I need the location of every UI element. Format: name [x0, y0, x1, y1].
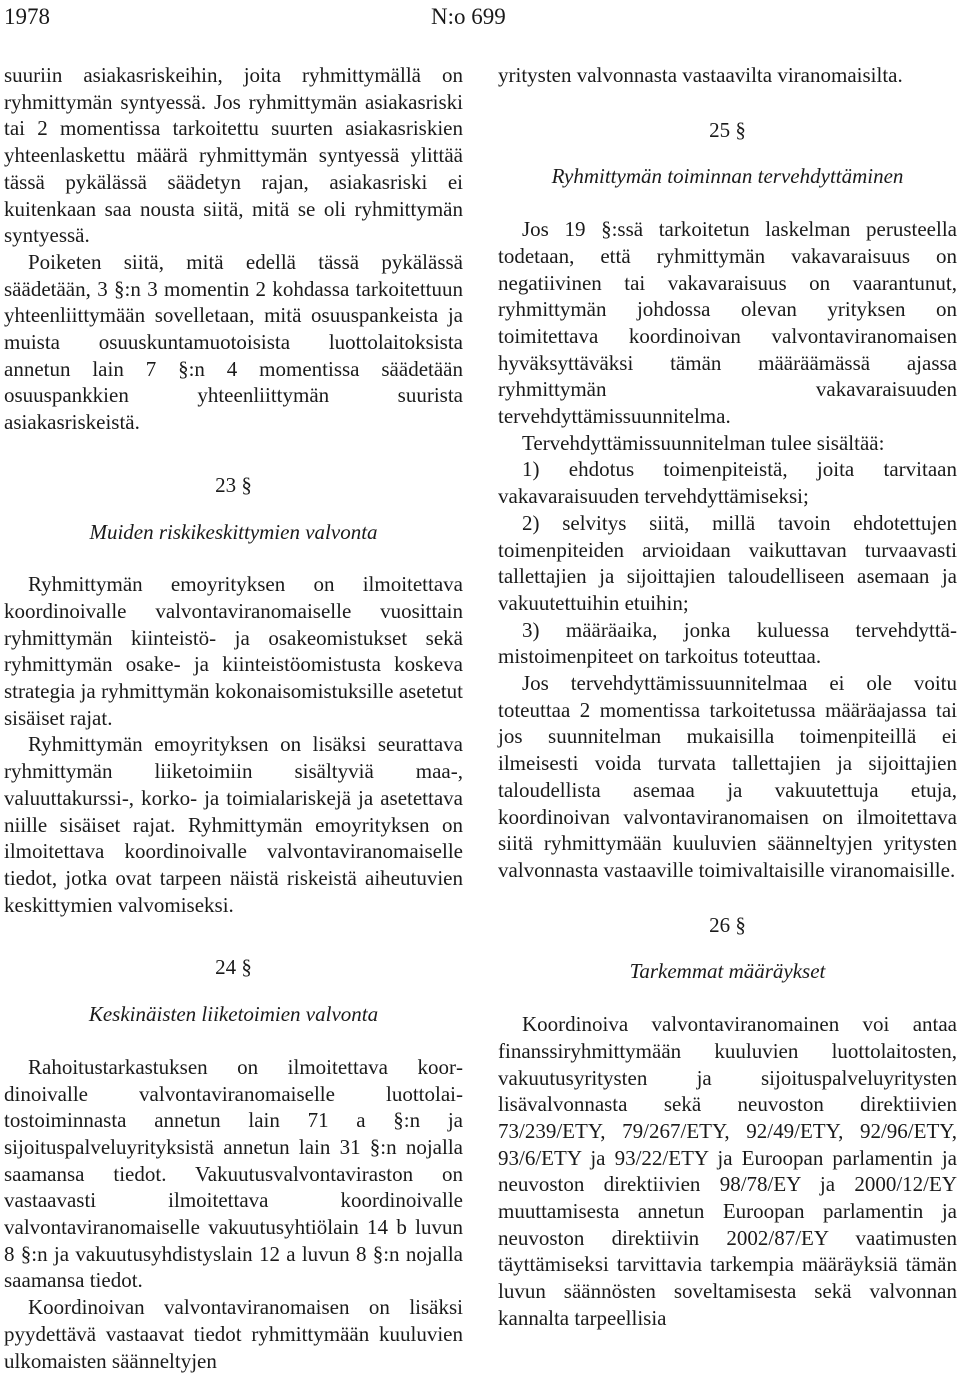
- list-item: 3) määräaika, jonka kuluessa tervehdyttämistoimenpiteet on tarkoitus toteuttaa.: [498, 617, 957, 669]
- paragraph: Ryhmittymän emoyrityksen on ilmoitettava koordinoivalle valvontaviranomaiselle vuosittain ryhmittymän kiinteistö- ja osakeomistukset sekä ryhmittymän osake- ja kiinteistöomistusta koskeva strategia ja ryhmittymän kokonaisomistuksille asetetut sisäiset rajat.: [4, 572, 463, 730]
- paragraph: suuriin asiakasriskeihin, joita ryhmittymällä on ryhmittymän syntyessä. Jos ryhmittymän asiakasriski tai 2 momentissa tarkoitettu suurten asiakasriskien yhteenlaskettu määrä ryhmittymän syntyessä ylittää tässä pykälässä säädetyn rajan, asiakasriski ei kuitenkaan saa nousta siitä, mitä se oli ryhmittymän syntyessä.: [4, 63, 463, 248]
- section-25-number: 25 §: [709, 117, 746, 142]
- section-26-number: 26 §: [709, 912, 746, 937]
- paragraph: Koordinoiva valvontaviranomainen voi antaa finanssiryhmittymään kuuluvien luottolaitosten, vakuutusyritysten ja sijoituspalveluyritysten lisävalvonnasta sekä neuvoston direktiivien 73/239/ETY, 79/267/ETY, 92/49/ETY, 92/96/ETY, 93/6/ETY ja 93/22/ETY ja Euroopan parlamentin ja neuvoston direktiivien 98/78/EY ja 2000/12/EY muuttamisesta annetun Euroopan parlamentin ja neuvoston direktiivin 2002/87/EY vaatimusten täyttämiseksi tarvittavia tarkempia määräyksiä tämän luvun säännösten soveltamisesta sekä valvonnan kannalta tarpeellisia: [498, 1012, 957, 1330]
- right-column: [498, 62, 957, 1332]
- paragraph: Tervehdyttämissuunnitelman tulee sisältää:: [522, 430, 885, 455]
- issue-number: N:o 699: [431, 4, 506, 29]
- paragraph: yritysten valvonnasta vastaavilta viranomaisilta.: [498, 63, 903, 87]
- list-item: 1) ehdotus toimenpiteistä, joita tarvitaan vakavaraisuuden tervehdyttämiseksi;: [498, 457, 957, 509]
- page-number: 1978: [4, 4, 50, 29]
- section-24-title: Keskinäisten liiketoimien valvonta: [88, 1002, 379, 1027]
- section-23-title: Muiden riskikeskittymien valvonta: [89, 519, 378, 544]
- paragraph: Poiketen siitä, mitä edellä tässä pykälässä säädetään, 3 §:n 3 momentin 2 kohdassa tarkoitettuun yhteenliittymään sovelletaan, mitä osuuspankeista ja muista osuuskuntamuotoisista luottolaitoksista annetun lain 7 §:n 4 momentissa säädetään osuuspankkien yhteenliittymän suurista asiakasriskeistä.: [4, 249, 463, 435]
- section-26-title: Tarkemmat määräykset: [629, 959, 826, 984]
- section-23-number: 23 §: [215, 472, 252, 497]
- paragraph: Jos 19 §:ssä tarkoitetun laskelman perusteella todetaan, että ryhmittymän vakavaraisuus on negatiivinen tai vakavaraisuus on vaarantunut, ryhmittymän johdossa olevan yrityksen on toimitettava koordinoivan valvontaviranomaisen hyväksyttäväksi tämän määräämässä ajassa ryhmittymän vakavaraisuuden tervehdyttämissuunnitelma.: [498, 217, 957, 429]
- paragraph: Jos tervehdyttämissuunnitelmaa ei ole voitu toteuttaa 2 momentissa tarkoitetussa määräajassa tai jos suunnitelman mukaisilla toimenpiteillä ei ilmeisesti voida turvata tallettajien ja sijoittajien taloudellista asemaa ja vakuutettuja etuja, koordinoivan valvontaviranomaisen on ilmoitettava siitä ryhmittymään kuuluvien säänneltyjen yritysten valvonnasta vastaaville toimivaltaisille viranomaisille.: [498, 671, 957, 882]
- paragraph: Rahoitustarkastuksen on ilmoitettava koordinoivalle valvontaviranomaiselle luottolaitostoiminnasta annetun lain 71 a §:n ja sijoituspalveluyrityksistä annetun lain 31 §:n nojalla saamansa tiedot. Vakuutusvalvontaviraston on vastaavasti ilmoitettava koordinoivalle valvontaviranomaiselle vakuutusyhtiölain 14 b luvun 8 §:n ja vakuutusyhdistyslain 12 a luvun 8 §:n nojalla saamansa tiedot.: [4, 1054, 463, 1293]
- paragraph: Ryhmittymän emoyrityksen on lisäksi seurattava ryhmittymän liiketoimiin sisältyviä maa-, valuuttakurssi-, korko- ja toimialariskejä ja asetettava niille sisäiset rajat. Ryhmittymän emoyrityksen on ilmoitettava koordinoivalle valvontaviranomaiselle tiedot, jotka ovat tarpeen näistä riskeistä aiheutuvien keskittymien valvomiseksi.: [4, 732, 463, 917]
- section-24-number: 24 §: [215, 955, 252, 980]
- list-item: 2) selvitys siitä, millä tavoin ehdotettujen toimenpiteiden arvioidaan vaikuttavan turvaavasti tallettajien ja sijoittajien taloudelliseen asemaan ja vakuutettuihin etuihin;: [498, 510, 957, 615]
- section-25-title: Ryhmittymän toiminnan tervehdyttäminen: [551, 164, 904, 189]
- paragraph: Koordinoivan valvontaviranomaisen on lisäksi pyydettävä vastaavat tiedot ryhmittymään kuuluvien ulkomaisten säänneltyjen: [4, 1295, 463, 1373]
- left-column: [4, 62, 463, 1374]
- page-header: [0, 4, 960, 34]
